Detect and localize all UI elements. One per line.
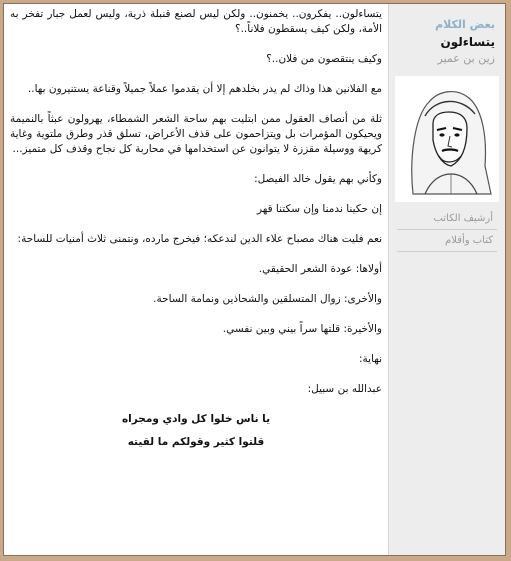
paragraph: نعم فليت هناك مصباح علاء الدين لندعكه؛ فيخرج مارده، ونتمنى ثلاث أمنيات للساحة: [17,233,382,245]
poem-verse: يا ناس خلوا كل وادي ومجراه [121,413,271,425]
paragraph: عبدالله بن سبيل: [307,383,382,395]
author-archive-link[interactable]: أرشيف الكاتب [397,208,497,230]
paragraph: نهاية: [358,353,382,365]
writers-link[interactable]: كتاب وأقلام [397,230,497,252]
paragraph: إن حكينا ندمنا وإن سكتنا قهر [256,203,382,215]
column-title: بعض الكلام [435,18,495,31]
poem-verse: قلتوا كثير وقولكم ما لقيته [127,436,265,448]
paragraph: يتساءلون.. يفكرون.. يخمنون.. ولكن ليس لصنع قنبلة ذرية، وليس لعمل جبار تفخر به الأمة، ولكن كيف يسقطون فلاناً..؟ [10,8,382,35]
sidebar [388,4,505,555]
paragraph: أولاها: عودة الشعر الحقيقي. [258,263,382,275]
paragraph: والأخرى: زوال المتسلقين والشحاذين ونمامة الساحة. [153,293,382,305]
page-frame [3,3,506,556]
article-body [10,7,382,552]
paragraph: مع الفلانين هذا وذاك لم يدر بخلدهم إلا أن يقدموا عملاً جميلاً وقناعة يستنيرون بها.. [27,83,382,95]
author-portrait-icon [395,76,499,202]
paragraph: وكأني بهم يقول خالد الفيصل: [254,173,382,185]
article-title: يتساءلون [440,35,495,49]
paragraph: والأخيرة: قلتها سراً بيني وبين نفسي. [222,323,382,335]
sidebar-links [397,208,497,252]
author-name: زين بن عمير [437,52,495,65]
paragraph: وكيف ينتقصون من فلان..؟ [266,53,382,65]
paragraph: ثلة من أنصاف العقول ممن ابتليت بهم ساحة الشعر الشمطاء، يهرولون عبثاً بالنميمة ويحيكون المؤمرات بل ويتزاحمون على قذف الأعراض، تسلق قذر وطرق ملتوية وغاية كريهة ووسيلة مقززة لا يتوانون عن استخدامها في محاربة كل نجاح وقذف كل متميز... [10,113,382,155]
author-photo [395,76,499,202]
